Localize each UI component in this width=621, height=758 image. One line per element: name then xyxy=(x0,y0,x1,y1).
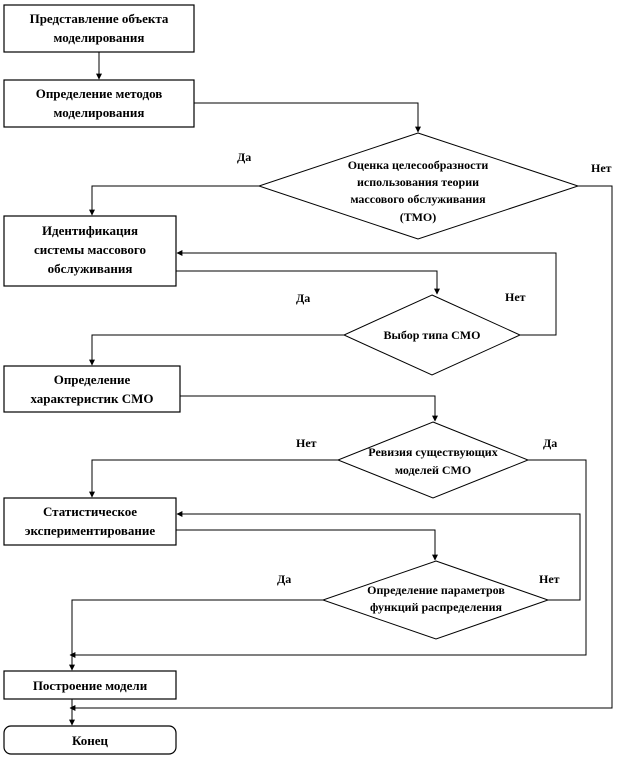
block-label-line: Статистическое xyxy=(42,504,138,519)
connector-d3-no xyxy=(92,460,338,497)
label-no: Нет xyxy=(591,161,612,175)
label-yes: Да xyxy=(237,150,252,164)
block-label-line: Идентификация xyxy=(41,223,139,238)
label-no: Нет xyxy=(505,290,526,304)
decision-smo-type xyxy=(344,295,520,375)
connector-d2-yes xyxy=(92,335,344,365)
decision-label-line: функций распределения xyxy=(369,600,503,614)
block-label-line: Определение методов xyxy=(35,86,163,101)
block-label-line: экспериментирование xyxy=(24,523,156,538)
decision-model-revision xyxy=(338,422,528,498)
decision-label-line: использования теории xyxy=(356,175,480,189)
block-characteristics xyxy=(4,366,180,412)
decision-label-line: массового обслуживания xyxy=(350,192,486,206)
block-model-construction xyxy=(4,671,176,699)
label-yes: Да xyxy=(277,572,292,586)
decision-label-line: Оценка целесообразности xyxy=(347,158,489,172)
connector-b5-d4 xyxy=(176,530,435,560)
label-yes: Да xyxy=(296,291,311,305)
label-yes: Да xyxy=(543,436,558,450)
connector-b4-d3 xyxy=(180,396,435,421)
block-end-label: Конец xyxy=(71,733,109,748)
connector-d2-no xyxy=(177,253,556,335)
block-label-line: системы массового xyxy=(34,242,146,257)
decision-tmo-feasibility xyxy=(259,133,578,239)
connector-d3-yes xyxy=(70,460,586,655)
block-label-line: Построение модели xyxy=(32,678,148,693)
block-methods-definition xyxy=(4,80,194,127)
connector-d4-yes xyxy=(72,600,323,670)
decision-label-line: моделей СМО xyxy=(394,463,472,477)
label-no: Нет xyxy=(539,572,560,586)
block-label-line: обслуживания xyxy=(47,261,133,276)
decision-label-line: Выбор типа СМО xyxy=(383,328,481,342)
decision-label-line: Определение параметров xyxy=(367,583,505,597)
block-object-representation xyxy=(4,5,194,52)
block-end xyxy=(4,726,176,754)
block-label-line: моделирования xyxy=(53,30,145,45)
block-statistical-experiment xyxy=(4,498,176,545)
block-label-line: моделирования xyxy=(53,105,145,120)
connector-d1-yes xyxy=(92,186,259,215)
decision-label-line: Ревизия существующих xyxy=(368,445,498,459)
label-no: Нет xyxy=(296,436,317,450)
decision-distribution-params xyxy=(323,561,548,639)
block-label-line: Представление объекта xyxy=(29,11,169,26)
block-identification xyxy=(4,216,176,286)
connector-b2-d1 xyxy=(194,103,418,132)
block-label-line: Определение xyxy=(53,372,131,387)
block-label-line: характеристик СМО xyxy=(30,391,154,406)
decision-label-line: (ТМО) xyxy=(399,210,437,224)
